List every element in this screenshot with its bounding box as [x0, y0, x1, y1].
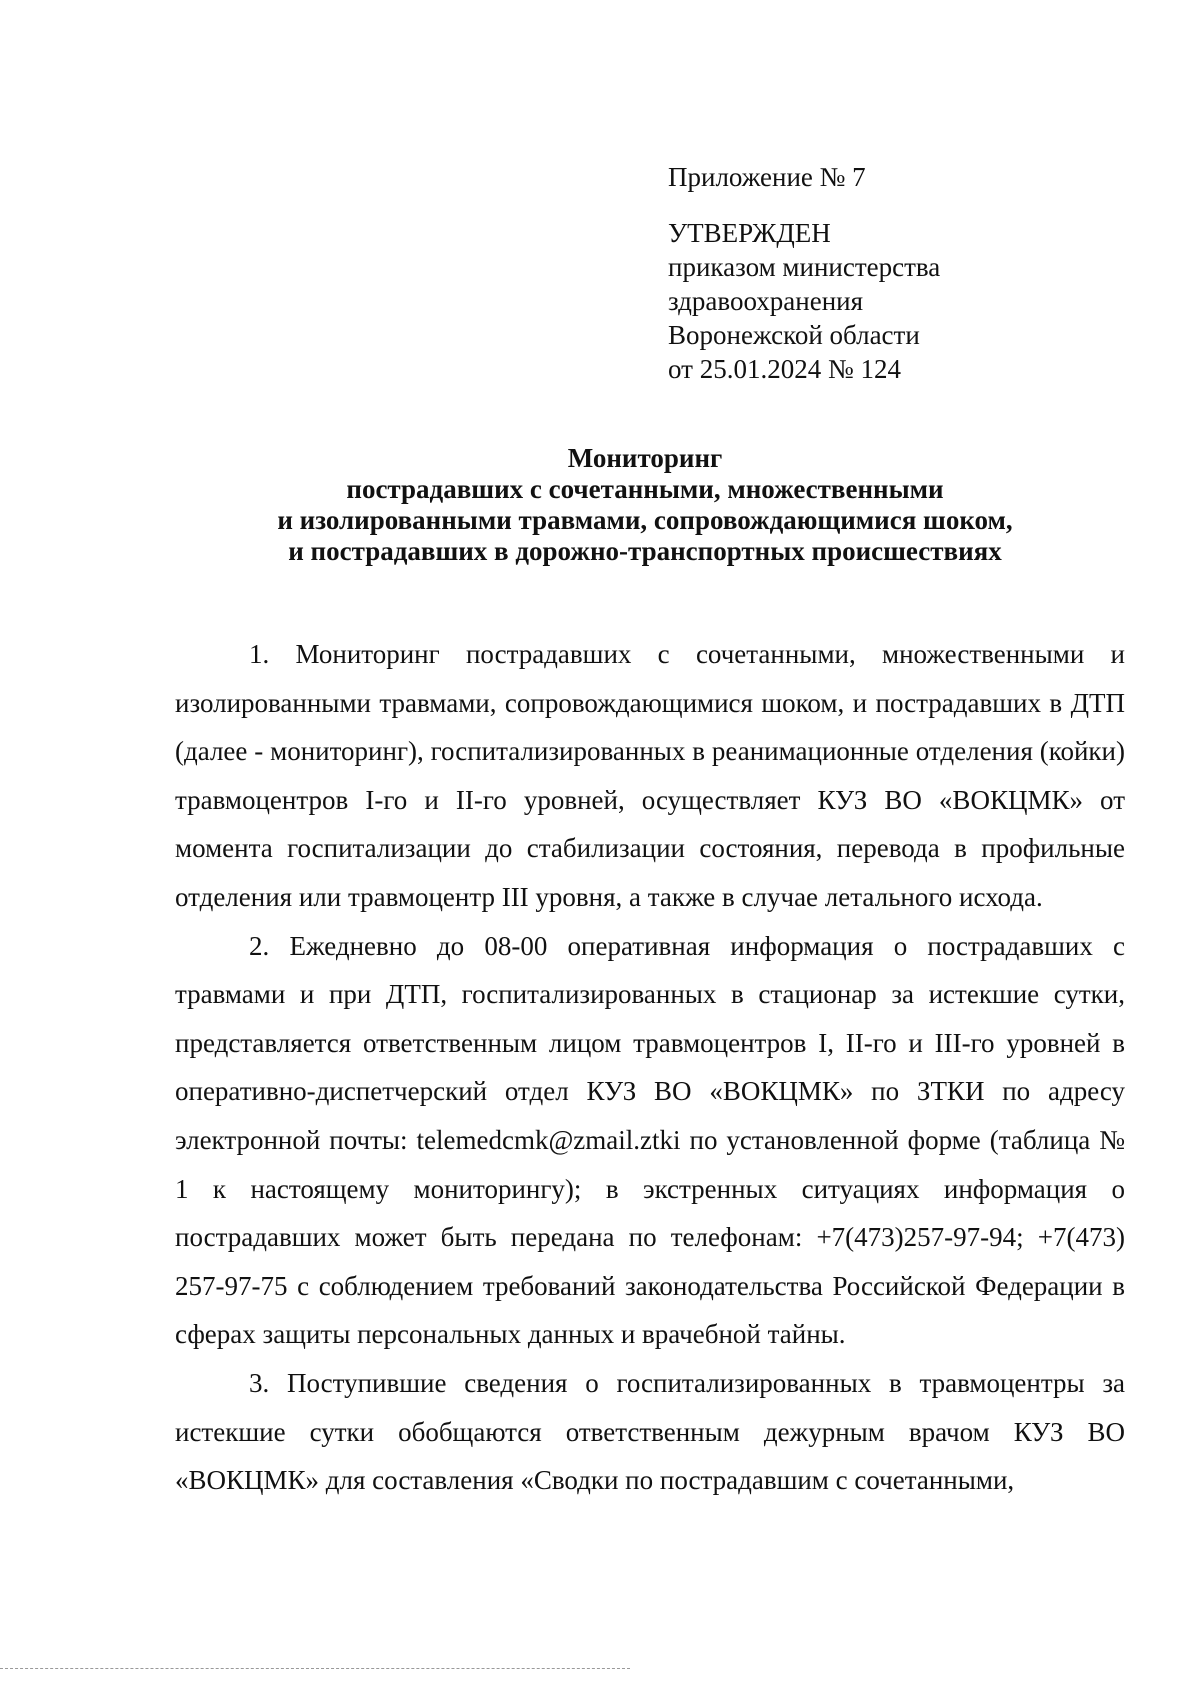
approval-line: приказом министерства — [668, 252, 941, 282]
page-bottom-rule — [0, 1668, 630, 1669]
title-line: пострадавших с сочетанными, множественными — [346, 474, 944, 504]
title-line: и изолированными травмами, сопровождающимися шоком, — [277, 505, 1013, 535]
approved-heading: УТВЕРЖДЕН — [668, 218, 831, 248]
title-line: Мониторинг — [567, 443, 723, 473]
title-line: и пострадавших в дорожно-транспортных происшествиях — [288, 536, 1002, 566]
approval-line: Воронежской области — [668, 320, 920, 350]
document-body — [175, 630, 1125, 1505]
paragraph-1: 1. Мониторинг пострадавших с сочетанными, множественными и изолированными травмами, сопровождающимися шоком, и пострадавших в ДТП (далее - мониторинг), госпитализированных в реанимационные отделения (койки) травмоцентров I-го и II-го уровней, осуществляет КУЗ ВО «ВОКЦМК» от момента госпитализации до стабилизации состояния, перевода в профильные отделения или травмоцентр III уровня, а также в случае летального исхода. — [175, 639, 1125, 912]
annex-number: Приложение № 7 — [668, 162, 866, 192]
paragraph-2: 2. Ежедневно до 08-00 оперативная информация о пострадавших с травмами и при ДТП, госпитализированных в стационар за истекшие сутки, представляется ответственным лицом травмоцентров I, II-го и III-го уровней в оперативно-диспетчерский отдел КУЗ ВО «ВОКЦМК» по ЗТКИ по адресу электронной почты: telemedcmk@zmail.ztki по установленной форме (таблица № 1 к настоящему мониторингу); в экстренных ситуациях информация о пострадавших может быть передана по телефонам: +7(473)257-97-94; +7(473) 257-97-75 с соблюдением требований законодательства Российской Федерации в сферах защиты персональных данных и врачебной тайны. — [175, 930, 1125, 1350]
paragraph-3: 3. Поступившие сведения о госпитализированных в травмоцентры за истекшие сутки обобщаются ответственным дежурным врачом КУЗ ВО «ВОКЦМК» для составления «Сводки по пострадавшим с сочетанными, — [175, 1367, 1125, 1496]
approval-order-date: от 25.01.2024 № 124 — [668, 354, 901, 384]
approval-line: здравоохранения — [668, 286, 864, 316]
approval-block — [668, 160, 1088, 386]
approval-stamp — [668, 216, 1088, 386]
document-title — [170, 443, 1120, 567]
